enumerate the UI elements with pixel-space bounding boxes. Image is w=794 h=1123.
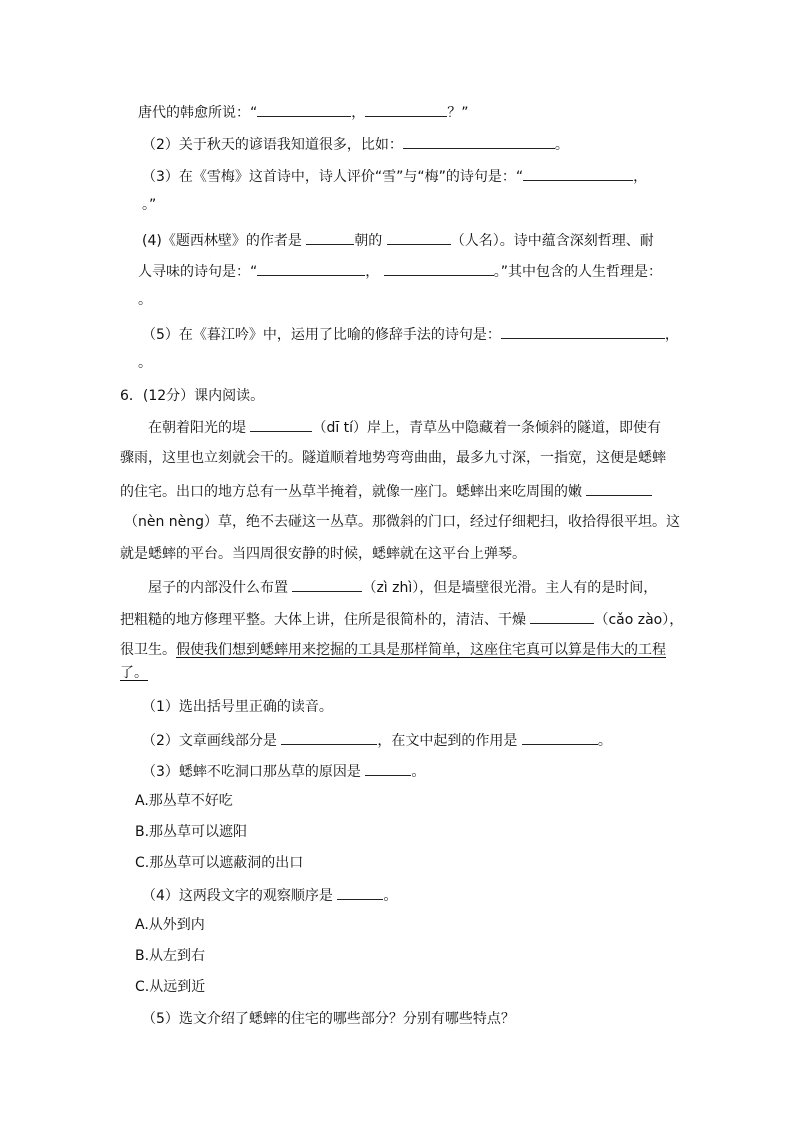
- answer-blank[interactable]: [523, 165, 633, 181]
- option-4c[interactable]: C.从远到近: [135, 979, 206, 995]
- answer-blank[interactable]: [306, 229, 354, 245]
- answer-blank[interactable]: [522, 729, 598, 745]
- question-5-5: （5）在《暮江吟》中，运用了比喻的修辞手法的诗句是： ，: [142, 323, 679, 345]
- passage-p2-line1: 屋子的内部没什么布置 （zì zhì），但是墙壁很光滑。主人有的是时间，: [148, 576, 657, 598]
- answer-blank[interactable]: [403, 133, 555, 149]
- underlined-sentence-end: 了。: [120, 665, 148, 681]
- answer-blank[interactable]: [501, 323, 665, 339]
- answer-blank[interactable]: [257, 260, 365, 276]
- option-4a[interactable]: A.从外到内: [135, 917, 205, 933]
- answer-blank[interactable]: [384, 260, 494, 276]
- question-5-4-end: 。: [138, 292, 152, 308]
- passage-p1-line2: 骤雨，这里也立刻就会干的。隧道顺着地势弯弯曲曲，最多九寸深，一指宽，这便是蟋蟀: [120, 450, 666, 466]
- question-5-3: （3）在《雪梅》这首诗中，诗人评价“雪”与“梅”的诗句是：“ ，: [142, 165, 647, 187]
- question-5-4: (4)《题西林壁》的作者是 朝的 （人名）。诗中蕴含深刻哲理、耐: [142, 229, 654, 251]
- sub-question-1: （1）选出括号里正确的读音。: [142, 699, 333, 715]
- answer-blank[interactable]: [281, 729, 377, 745]
- passage-p1-line5: 就是蟋蟀的平台。当四周很安静的时候，蟋蟀就在这平台上弹琴。: [120, 546, 526, 562]
- underlined-sentence: 假使我们想到蟋蟀用来挖掘的工具是那样简单，这座住宅真可以算是伟大的工程: [176, 642, 666, 658]
- option-4b[interactable]: B.从左到右: [135, 948, 206, 964]
- answer-blank[interactable]: [250, 416, 312, 432]
- question-5-5-end: 。: [138, 355, 152, 371]
- hanyu-text: 唐代的韩愈所说：“: [138, 105, 258, 121]
- answer-blank[interactable]: [586, 480, 652, 496]
- answer-blank[interactable]: [365, 101, 447, 117]
- sub-question-4: （4）这两段文字的观察顺序是 。: [142, 884, 397, 906]
- passage-p2-line4: [120, 663, 148, 683]
- passage-p2-line2: 把粗糙的地方修理平整。大体上讲，住所是很简朴的，清洁、干燥 （cǎo zào），: [120, 608, 683, 630]
- option-3c[interactable]: C.那丛草可以遮蔽洞的出口: [135, 855, 304, 871]
- answer-blank[interactable]: [337, 884, 383, 900]
- answer-blank[interactable]: [530, 608, 594, 624]
- option-3b[interactable]: B.那丛草可以遮阳: [135, 824, 248, 840]
- sub-question-3: （3）蟋蟀不吃洞口那丛草的原因是 。: [142, 760, 425, 782]
- question-6-header: 6．(12分）课内阅读。: [120, 388, 265, 404]
- answer-blank[interactable]: [292, 576, 362, 592]
- question-5-2: （2）关于秋天的谚语我知道很多，比如： 。: [142, 133, 569, 155]
- option-3a[interactable]: A.那丛草不好吃: [135, 793, 233, 809]
- answer-blank[interactable]: [257, 101, 351, 117]
- question-5-3-cont: 。”: [142, 197, 157, 213]
- answer-blank[interactable]: [387, 229, 451, 245]
- sub-question-2: （2）文章画线部分是 ，在文中起到的作用是 。: [142, 729, 612, 751]
- passage-p2-line3: 很卫生。假使我们想到蟋蟀用来挖掘的工具是那样简单，这座住宅真可以算是伟大的工程: [120, 642, 666, 658]
- sub-question-5: （5）选文介绍了蟋蟀的住宅的哪些部分？分别有哪些特点？: [142, 1011, 515, 1027]
- passage-p1-line1: 在朝着阳光的堤 （dī tí）岸上，青草丛中隐藏着一条倾斜的隧道，即使有: [148, 416, 661, 438]
- hanyu-quote-line: 唐代的韩愈所说：“ ， ？”: [138, 101, 469, 123]
- question-5-4-cont: 人寻味的诗句是：“ ， 。”其中包含的人生哲理是：: [138, 260, 662, 282]
- passage-p1-line4: （nèn nèng）草，绝不去碰这一丛草。那微斜的门口，经过仔细耙扫，收拾得很平坦。这: [124, 514, 681, 530]
- passage-p1-line3: 的住宅。出口的地方总有一丛草半掩着，就像一座门。蟋蟀出来吃周围的嫩: [120, 480, 652, 502]
- answer-blank[interactable]: [365, 760, 411, 776]
